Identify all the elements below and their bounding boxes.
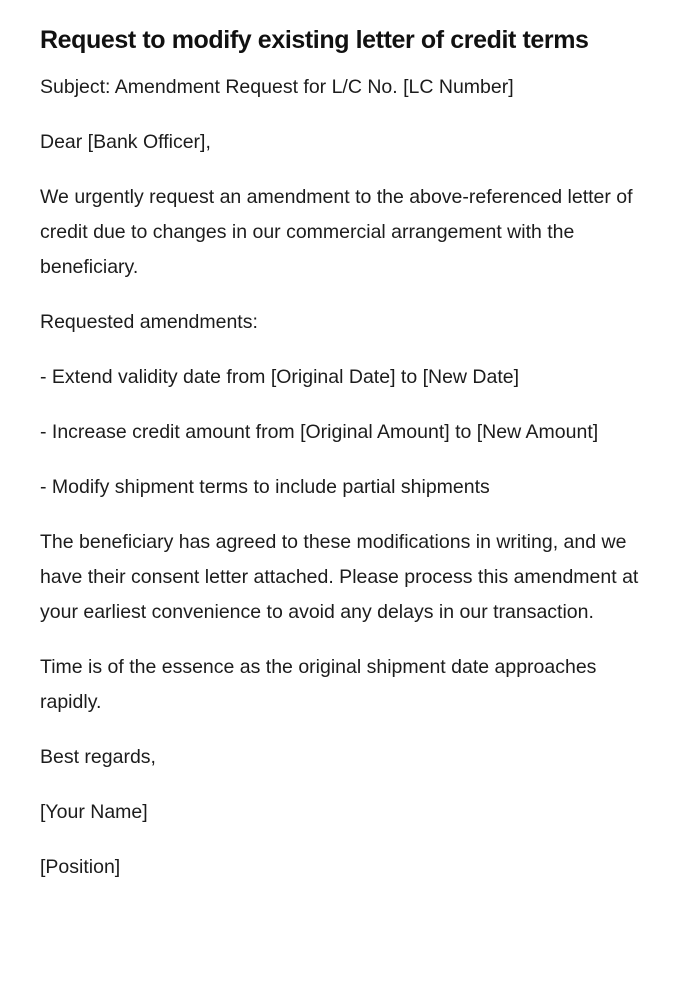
intro-paragraph: We urgently request an amendment to the above-referenced letter of credit due to changes in our commercial arrangement with the beneficiary.: [40, 186, 633, 278]
letter-document: [40, 22, 655, 905]
amendment-item-validity: - Extend validity date from [Original Date] to [New Date]: [40, 366, 520, 388]
amendments-heading: Requested amendments:: [40, 311, 258, 333]
body-paragraph: The beneficiary has agreed to these modifications in writing, and we have their consent letter attached. Please process this amendment at your earliest convenience to avoid any delays in our transaction.: [40, 531, 639, 623]
salutation: Dear [Bank Officer],: [40, 131, 211, 153]
document-title: Request to modify existing letter of credit terms: [40, 26, 589, 54]
closing: Best regards,: [40, 746, 156, 768]
signature-name: [Your Name]: [40, 801, 148, 823]
amendment-item-shipment: - Modify shipment terms to include partial shipments: [40, 476, 490, 498]
amendment-item-amount: - Increase credit amount from [Original Amount] to [New Amount]: [40, 421, 599, 443]
urgency-paragraph: Time is of the essence as the original shipment date approaches rapidly.: [40, 656, 597, 713]
signature-position: [Position]: [40, 856, 121, 878]
subject-line: Subject: Amendment Request for L/C No. [LC Number]: [40, 76, 514, 98]
